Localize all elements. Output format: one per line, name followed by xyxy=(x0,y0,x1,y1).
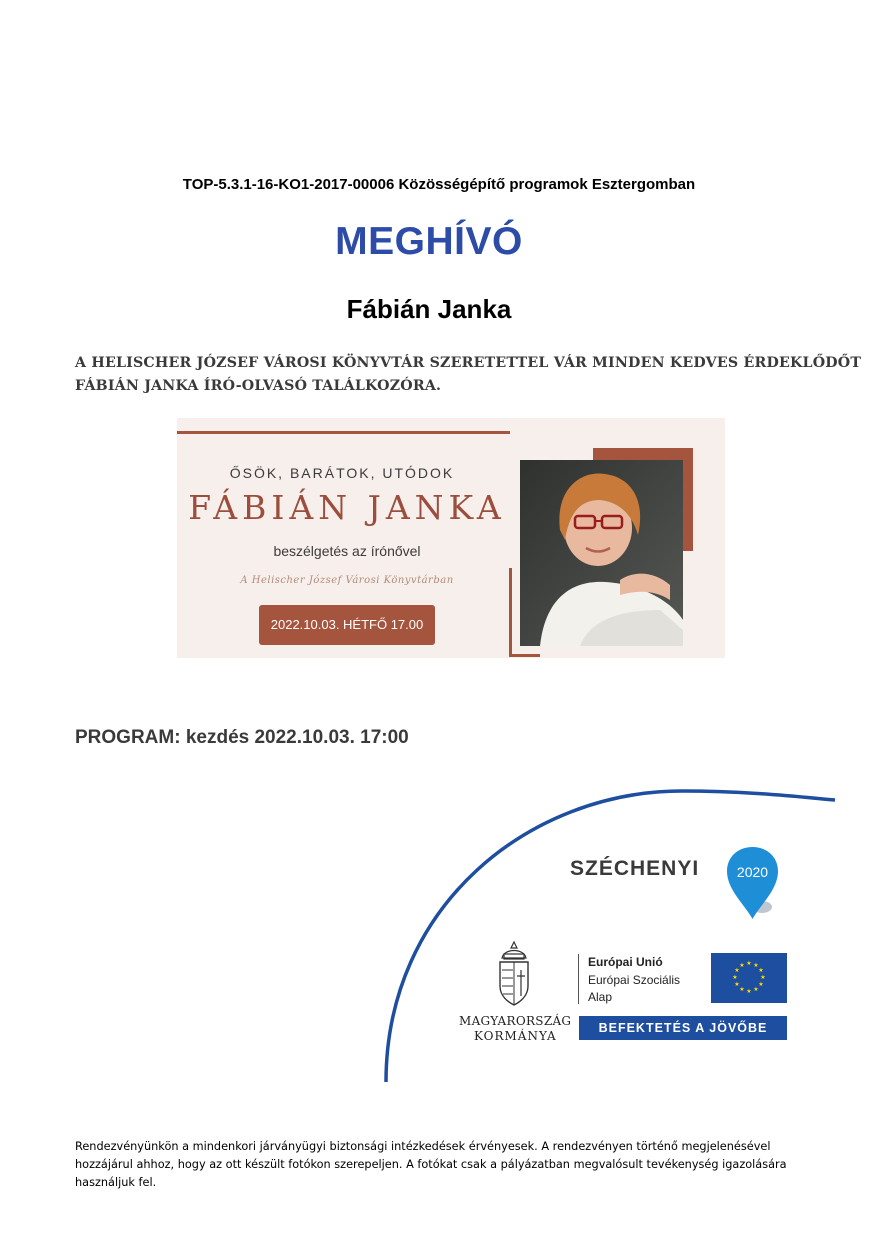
banner-venue-script: A Helischer József Városi Könyvtárban xyxy=(240,575,454,586)
eu-logo-divider xyxy=(578,954,579,1004)
project-code-line: TOP-5.3.1-16-KO1-2017-00006 Közösségépítő programok Esztergomban xyxy=(182,176,696,193)
svg-text:★: ★ xyxy=(758,967,764,974)
program-start: PROGRAM: kezdés 2022.10.03. 17:00 xyxy=(75,727,409,748)
svg-text:★: ★ xyxy=(753,986,759,993)
eu-flag-icon xyxy=(711,953,787,1003)
szechenyi-logo-text: SZÉCHENYI xyxy=(570,857,700,880)
author-name: Fábián Janka xyxy=(346,294,512,324)
invitation-text xyxy=(75,352,862,398)
svg-text:★: ★ xyxy=(746,988,752,995)
svg-text:★: ★ xyxy=(734,981,740,988)
svg-text:★: ★ xyxy=(732,974,738,981)
event-banner xyxy=(177,418,725,658)
szechenyi-year: 2020 xyxy=(736,864,769,880)
svg-text:★: ★ xyxy=(753,962,759,969)
eu-union-label: Európai Unió xyxy=(588,955,663,969)
gov-logo-line-2: KORMÁNYA xyxy=(474,1029,557,1043)
svg-text:★: ★ xyxy=(739,962,745,969)
svg-text:★: ★ xyxy=(739,986,745,993)
invitation-line-2: FÁBIÁN JANKA ÍRÓ-OLVASÓ TALÁLKOZÓRA. xyxy=(75,378,442,394)
banner-subtitle: beszélgetés az írónővel xyxy=(273,543,421,559)
svg-text:★: ★ xyxy=(734,967,740,974)
investing-in-future-banner: BEFEKTETÉS A JÖVŐBE xyxy=(579,1016,787,1040)
hungarian-coat-of-arms-icon xyxy=(494,940,534,1010)
banner-series-title: ŐSÖK, BARÁTOK, UTÓDOK xyxy=(229,465,455,481)
svg-text:★: ★ xyxy=(746,960,752,967)
footer-notice xyxy=(75,1138,815,1192)
footer-line-1: Rendezvényünkön a mindenkori járványügyi biztonsági intézkedések érvényesek. A rendezvényen történő megjelenésével xyxy=(75,1140,771,1153)
banner-author-name: FÁBIÁN JANKA xyxy=(188,488,506,527)
author-portrait-illustration xyxy=(520,460,683,646)
footer-line-2: hozzájárul ahhoz, hogy az ott készült fotókon szerepeljen. A fotókat csak a pályázatban megvalósult tevékenység igazolására xyxy=(75,1158,787,1171)
gov-logo-line-1: MAGYARORSZÁG xyxy=(459,1014,572,1028)
page-title: MEGHÍVÓ xyxy=(335,220,523,263)
svg-text:★: ★ xyxy=(758,981,764,988)
szechenyi-pin-icon xyxy=(725,845,780,921)
author-photo xyxy=(520,460,683,646)
decorative-arc xyxy=(380,785,840,1090)
banner-top-rule xyxy=(177,431,510,434)
banner-date-badge: 2022.10.03. HÉTFŐ 17.00 xyxy=(259,605,435,645)
eu-fund-label-2: Alap xyxy=(588,990,613,1004)
svg-text:★: ★ xyxy=(760,974,766,981)
invitation-line-1: A HELISCHER JÓZSEF VÁROSI KÖNYVTÁR SZERETETTEL VÁR MINDEN KEDVES ÉRDEKLŐDŐT xyxy=(75,355,862,371)
eu-fund-label-1: Európai Szociális xyxy=(588,973,681,987)
footer-line-3: használjuk fel. xyxy=(75,1176,157,1189)
